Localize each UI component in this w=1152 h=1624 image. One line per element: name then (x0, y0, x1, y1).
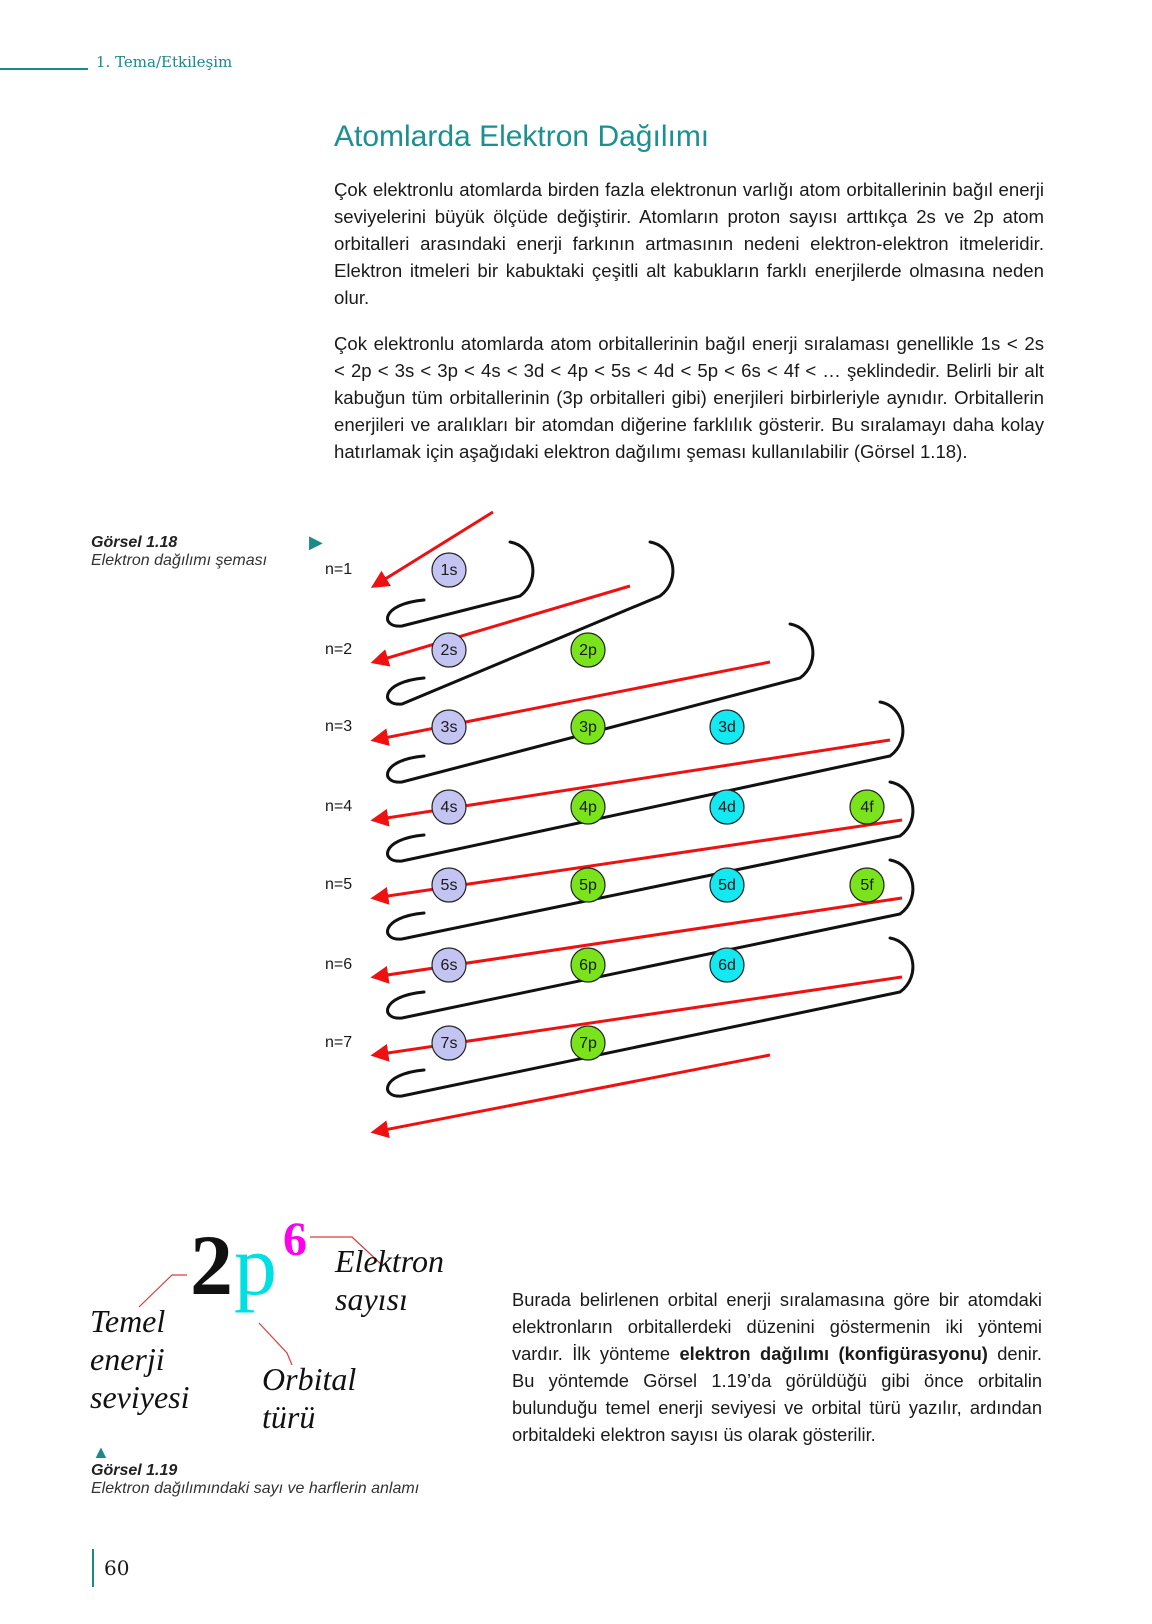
level-label: n=2 (325, 641, 353, 658)
bold-term: elektron dağılımı (konfigürasyonu) (679, 1343, 988, 1364)
orbital-3d (710, 710, 744, 744)
principal-number: 2 (190, 1217, 233, 1313)
level-label: n=4 (325, 798, 353, 815)
svg-text:5s: 5s (440, 877, 458, 894)
svg-text:5d: 5d (718, 877, 736, 894)
return-loop (388, 542, 673, 704)
caption-pointer-up-icon: ▲ (92, 1442, 110, 1462)
diagonal-arrow (374, 1055, 770, 1132)
orbital-5f (850, 868, 884, 902)
orbital-2s (432, 633, 466, 667)
svg-text:5f: 5f (860, 877, 874, 894)
figure-119-label: Görsel 1.19 (91, 1462, 178, 1479)
orbital-2p (571, 633, 605, 667)
svg-text:4s: 4s (440, 799, 458, 816)
footer-rule (92, 1549, 94, 1587)
figure-118-caption (91, 534, 301, 570)
svg-text:4d: 4d (718, 799, 736, 816)
svg-text:2s: 2s (440, 642, 458, 659)
return-loop (388, 542, 533, 626)
page-number: 60 (104, 1556, 130, 1580)
paragraph-2: Çok elektronlu atomlarda atom orbitallerinin bağıl enerji sıralaması genellikle 1s < 2s < 2p < 3s < 3p < 4s < 3d < 4p < 5s < 4d < 5p < 6s < 4f < … şeklindedir. Belirli bir alt kabuğun tüm orbitallerinin (3p orbitalleri gibi) enerjileri birbirleriyle aynıdır. Orbitallerin enerjileri ve aralıkları bir atomdan diğerine farklılık gösterir. Bu sıralamayı daha kolay hatırlamak için aşağıdaki elektron dağılımı şeması kullanılabilir (Görsel 1.18). (334, 333, 1044, 462)
paragraph-1: Çok elektronlu atomlarda birden fazla elektronun varlığı atom orbitallerinin bağıl enerji seviyelerini büyük ölçüde değiştirir. Atomların proton sayısı arttıkça 2s ve 2p atom orbitalleri arasındaki enerji farkının artmasının nedeni elektron-elektron itmeleridir. Elektron itmeleri bir kabuktaki çeşitli alt kabukların farklı enerjilerde olmasına neden olur. (334, 179, 1044, 308)
svg-text:3d: 3d (718, 719, 736, 736)
orbital-4p (571, 790, 605, 824)
elektron-sayisi-label: Elektron sayısı (335, 1243, 444, 1317)
orbital-5s (432, 868, 466, 902)
svg-text:6d: 6d (718, 957, 736, 974)
svg-text:4f: 4f (860, 799, 874, 816)
svg-text:2p: 2p (579, 642, 597, 659)
figure-119-caption (91, 1462, 431, 1498)
header-rule (0, 68, 88, 70)
figure-119 (87, 1213, 447, 1450)
orbital-6p (571, 948, 605, 982)
caption-pointer-right-icon: ▶ (309, 532, 323, 552)
figure-119-desc: Elektron dağılımındaki sayı ve harflerin anlamı (91, 1480, 420, 1497)
svg-text:6s: 6s (440, 957, 458, 974)
svg-text:4p: 4p (579, 799, 597, 816)
temel-enerji-label: Temel enerji seviyesi (90, 1303, 190, 1415)
level-labels (325, 561, 352, 1051)
svg-text:3p: 3p (579, 719, 597, 736)
paragraph-3: Burada belirlenen orbital enerji sıralamasına göre bir atomdaki elektronların orbitallerdeki düzenini göstermenin iki yöntemi vardır. İlk yönteme elektron dağılımı (konfigürasyonu) denir. Bu yöntemde Görsel 1.19’da görüldüğü gibi önce orbitalin bulunduğu temel enerji seviyesi ve orbital türü yazılır, ardından orbitaldeki elektron sayısı üs olarak gösterilir. (512, 1289, 1042, 1445)
orbital-letter: p (234, 1217, 277, 1313)
svg-text:3s: 3s (440, 719, 458, 736)
svg-text:1s: 1s (440, 562, 458, 579)
level-label: n=5 (325, 876, 353, 893)
svg-text:7p: 7p (579, 1035, 597, 1052)
orbital-4f (850, 790, 884, 824)
electron-distribution-diagram (325, 524, 950, 1184)
orbital-3s (432, 710, 466, 744)
svg-text:5p: 5p (579, 877, 597, 894)
orbital-4d (710, 790, 744, 824)
electron-count-superscript: 6 (283, 1213, 307, 1266)
level-label: n=7 (325, 1034, 353, 1051)
figure-118-desc: Elektron dağılımı şeması (91, 552, 268, 569)
orbital-5p (571, 868, 605, 902)
orbital-5d (710, 868, 744, 902)
orbital-3p (571, 710, 605, 744)
running-header: 1. Tema/Etkileşim (96, 53, 233, 71)
level-label: n=3 (325, 718, 353, 735)
level-label: n=1 (325, 561, 353, 578)
orbital-6s (432, 948, 466, 982)
orbital-4s (432, 790, 466, 824)
orbital-1s (432, 553, 466, 587)
svg-text:7s: 7s (440, 1035, 458, 1052)
svg-text:6p: 6p (579, 957, 597, 974)
orbital-6d (710, 948, 744, 982)
section-title: Atomlarda Elektron Dağılımı (334, 120, 710, 153)
orbital-7p (571, 1026, 605, 1060)
orbital-7s (432, 1026, 466, 1060)
figure-118-label: Görsel 1.18 (91, 534, 178, 551)
orbital-turu-label: Orbital türü (262, 1361, 357, 1435)
level-label: n=6 (325, 956, 353, 973)
